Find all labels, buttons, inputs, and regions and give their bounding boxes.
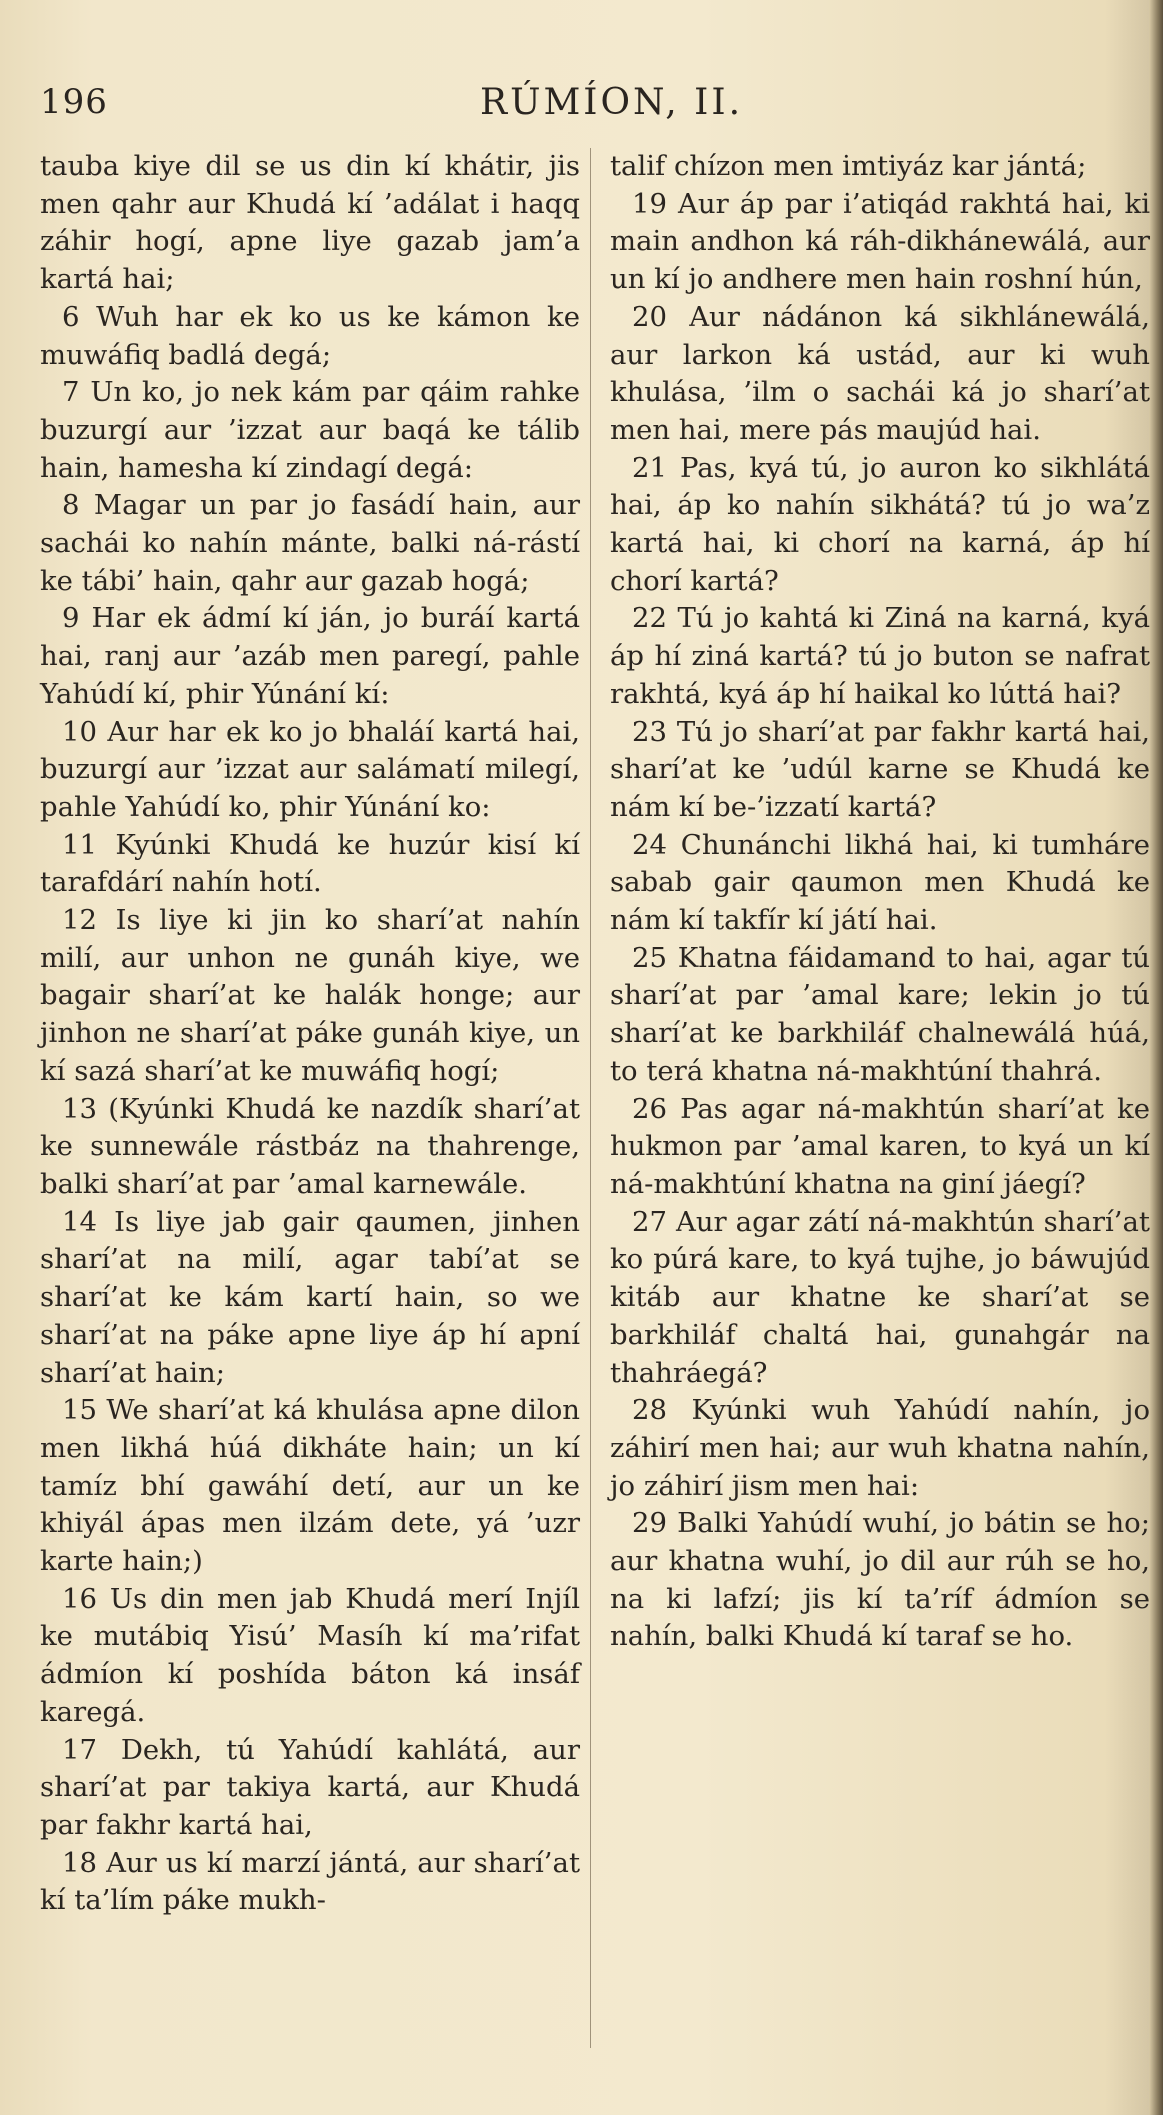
- verse-18: 18 Aur us kí marzí jántá, aur sharí’at kí ta’lím páke mukh-: [40, 1846, 580, 1917]
- verse-20: 20 Aur nádánon ká sikhlánewálá, aur larkon ká ustád, aur ki wuh khulása, ’ilm o sachái ká jo sharí’at men hai, mere pás maujúd hai.: [610, 300, 1150, 446]
- column-divider: [590, 148, 591, 2048]
- verse-28: 28 Kyúnki wuh Yahúdí nahín, jo záhirí men hai; aur wuh khatna nahín, jo záhirí jism men hai:: [610, 1394, 1150, 1502]
- left-column: [40, 148, 580, 1920]
- verse-7: 7 Un ko, jo nek kám par qáim rahke buzurgí aur ’izzat aur baqá ke tálib hain, hamesha kí zindagí degá:: [40, 376, 580, 484]
- text-paragraph: tauba kiye dil se us din kí khátir, jis men qahr aur Khudá kí ’adálat i haqq záhir hogí, apne liye gazab jam’a kartá hai;: [40, 150, 580, 296]
- text-paragraph: talif chízon men imtiyáz kar jántá;: [610, 150, 1087, 182]
- verse-19: 19 Aur áp par i’atiqád rakhtá hai, ki main andhon ká ráh-dikhánewálá, aur un kí jo andhere men hain roshní hún,: [610, 187, 1150, 296]
- verse-10: 10 Aur har ek ko jo bhaláí kartá hai, buzurgí aur ’izzat aur salámatí milegí, pahle Yahúdí ko, phir Yúnání ko:: [40, 715, 580, 823]
- verse-25: 25 Khatna fáidamand to hai, agar tú sharí’at par ’amal kare; lekin jo tú sharí’at ke barkhiláf chalnewálá húá, to terá khatna ná-makhtúní thahrá.: [610, 941, 1150, 1087]
- verse-26: 26 Pas agar ná-makhtún sharí’at ke hukmon par ’amal karen, to kyá un kí ná-makhtúní khatna na giní jáegí?: [610, 1092, 1150, 1200]
- verse-22: 22 Tú jo kahtá ki Ziná na karná, kyá áp hí ziná kartá? tú jo buton se nafrat rakhtá, kyá áp hí haikal ko lúttá hai?: [610, 602, 1150, 710]
- verse-21: 21 Pas, kyá tú, jo auron ko sikhlátá hai, áp ko nahín sikhátá? tú jo wa’z kartá hai, ki chorí na karná, áp hí chorí kartá?: [610, 451, 1150, 597]
- verse-17: 17 Dekh, tú Yahúdí kahlátá, aur sharí’at par takiya kartá, aur Khudá par fakhr kartá hai,: [40, 1733, 580, 1841]
- verse-15: 15 We sharí’at ká khulása apne dilon men likhá húá dikháte hain; un kí tamíz bhí gawáhí detí, aur un ke khiyál ápas men ilzám dete, yá ’uzr karte hain;): [40, 1394, 580, 1578]
- book-spine-shadow: [1149, 0, 1163, 2115]
- verse-24: 24 Chunánchi likhá hai, ki tumháre sabab gair qaumon men Khudá ke nám kí takfír kí játí hai.: [610, 828, 1150, 937]
- verse-9: 9 Har ek ádmí kí ján, jo buráí kartá hai, ranj aur ’azáb men paregí, pahle Yahúdí kí, phir Yúnání kí:: [40, 602, 580, 710]
- verse-11: 11 Kyúnki Khudá ke huzúr kisí kí tarafdárí nahín hotí.: [40, 828, 580, 899]
- page-header: [40, 82, 1120, 132]
- verse-23: 23 Tú jo sharí’at par fakhr kartá hai, sharí’at ke ’udúl karne se Khudá ke nám kí be-’izzatí kartá?: [610, 715, 1150, 823]
- verse-12: 12 Is liye ki jin ko sharí’at nahín milí, aur unhon ne gunáh kiye, we bagair sharí’at ke halák honge; aur jinhon ne sharí’at páke gunáh kiye, un kí sazá sharí’at ke muwáfiq hogí;: [40, 904, 580, 1087]
- verse-16: 16 Us din men jab Khudá merí Injíl ke mutábiq Yisú’ Masíh kí ma’rifat ádmíon kí poshída báton ká insáf karegá.: [40, 1582, 580, 1728]
- verse-8: 8 Magar un par jo fasádí hain, aur sachái ko nahín mánte, balki ná-rástí ke tábi’ hain, qahr aur gazab hogá;: [40, 489, 580, 597]
- running-title: RÚMÍON, II.: [480, 82, 744, 123]
- verse-29: 29 Balki Yahúdí wuhí, jo bátin se ho; aur khatna wuhí, jo dil aur rúh se ho, na ki lafzí; jis kí ta’ríf ádmíon se nahín, balki Khudá kí taraf se ho.: [610, 1507, 1150, 1653]
- verse-6: 6 Wuh har ek ko us ke kámon ke muwáfiq badlá degá;: [40, 300, 580, 371]
- verse-27: 27 Aur agar zátí ná-makhtún sharí’at ko púrá kare, to kyá tujhe, jo báwujúd kitáb aur khatne ke sharí’at se barkhiláf chaltá hai, gunahgár na thahráegá?: [610, 1205, 1150, 1389]
- page-number: 196: [40, 82, 108, 122]
- verse-13: 13 (Kyúnki Khudá ke nazdík sharí’at ke sunnewále rástbáz na thahrenge, balki sharí’at par ’amal karnewále.: [40, 1092, 580, 1200]
- verse-14: 14 Is liye jab gair qaumen, jinhen sharí’at na milí, agar tabí’at se sharí’at ke kám kartí hain, so we sharí’at na páke apne liye áp hí apní sharí’at hain;: [40, 1205, 580, 1389]
- right-column: [610, 148, 1150, 1656]
